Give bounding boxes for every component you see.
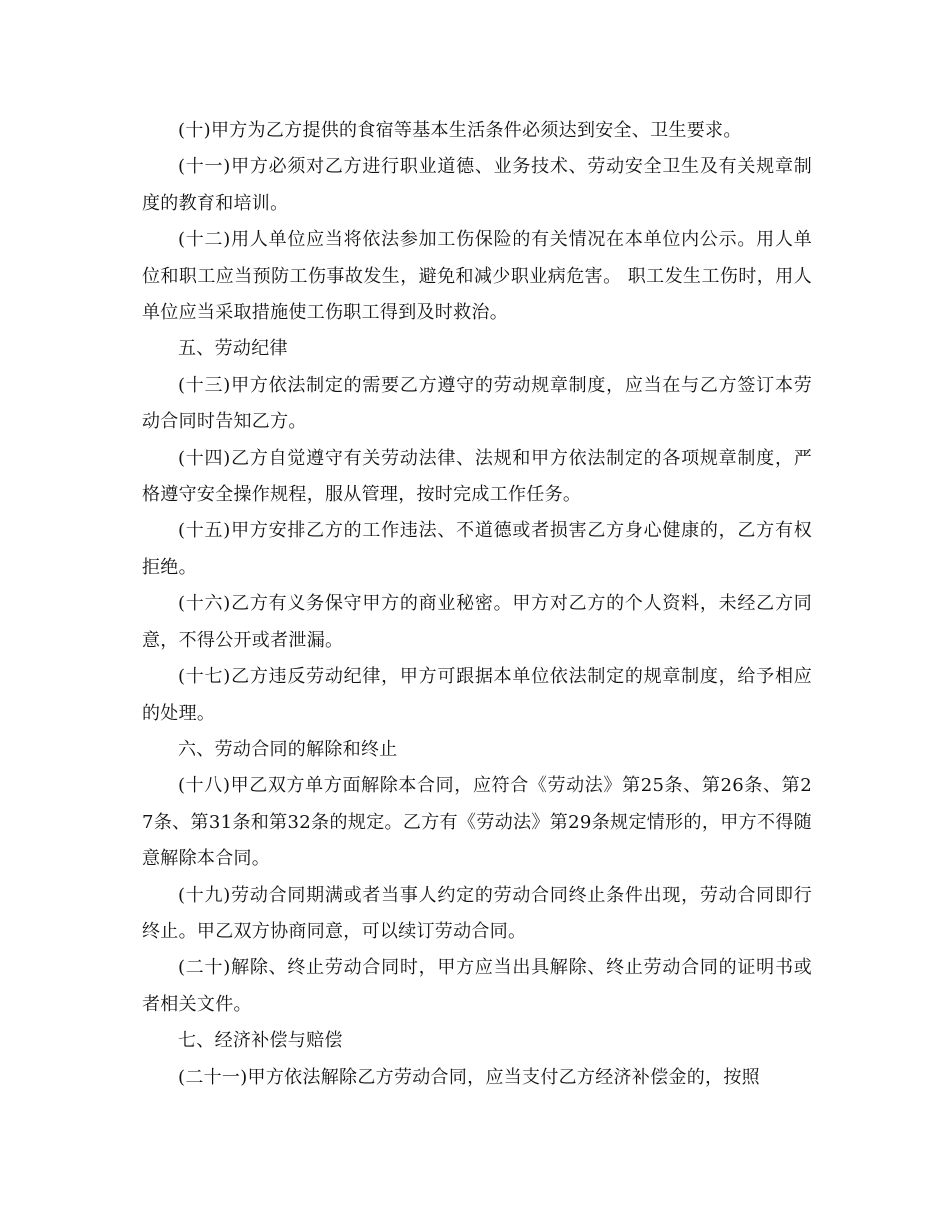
clause-12: (十二)用人单位应当将依法参加工伤保险的有关情况在本单位内公示。用人单位和职工应当预防工伤事故发生，避免和减少职业病危害。 职工发生工伤时，用人单位应当采取措施使工伤职工得到及时救治。	[142, 229, 812, 324]
clause-13: (十三)甲方依法制定的需要乙方遵守的劳动规章制度，应当在与乙方签订本劳动合同时告知乙方。	[142, 374, 812, 433]
clause-15: (十五)甲方安排乙方的工作违法、不道德或者损害乙方身心健康的，乙方有权拒绝。	[142, 520, 812, 578]
document-body	[142, 113, 812, 1096]
clause-19: (十九)劳动合同期满或者当事人约定的劳动合同终止条件出现，劳动合同即行终止。甲乙双方协商同意，可以续订劳动合同。	[142, 884, 812, 942]
section-heading-termination: 六、劳动合同的解除和终止	[178, 738, 398, 760]
clause-11: (十一)甲方必须对乙方进行职业道德、业务技术、劳动安全卫生及有关规章制度的教育和培训。	[142, 156, 812, 214]
clause-20: (二十)解除、终止劳动合同时，甲方应当出具解除、终止劳动合同的证明书或者相关文件。	[142, 957, 812, 1015]
clause-10: (十)甲方为乙方提供的食宿等基本生活条件必须达到安全、卫生要求。	[178, 120, 742, 141]
clause-16: (十六)乙方有义务保守甲方的商业秘密。甲方对乙方的个人资料，未经乙方同意，不得公开或者泄漏。	[142, 593, 812, 651]
clause-18: (十八)甲乙双方单方面解除本合同，应符合《劳动法》第25条、第26条、第27条、第31条和第32条的规定。乙方有《劳动法》第29条规定情形的，甲方不得随意解除本合同。	[142, 775, 812, 870]
clause-17: (十七)乙方违反劳动纪律，甲方可跟据本单位依法制定的规章制度，给予相应的处理。	[142, 666, 812, 724]
clause-21: (二十一)甲方依法解除乙方劳动合同，应当支付乙方经济补偿金的，按照	[178, 1066, 760, 1088]
section-heading-compensation: 七、经济补偿与赔偿	[178, 1030, 343, 1052]
clause-14: (十四)乙方自觉遵守有关劳动法律、法规和甲方依法制定的各项规章制度，严格遵守安全操作规程，服从管理，按时完成工作任务。	[142, 447, 812, 506]
section-heading-labor-discipline: 五、劳动纪律	[178, 338, 288, 360]
